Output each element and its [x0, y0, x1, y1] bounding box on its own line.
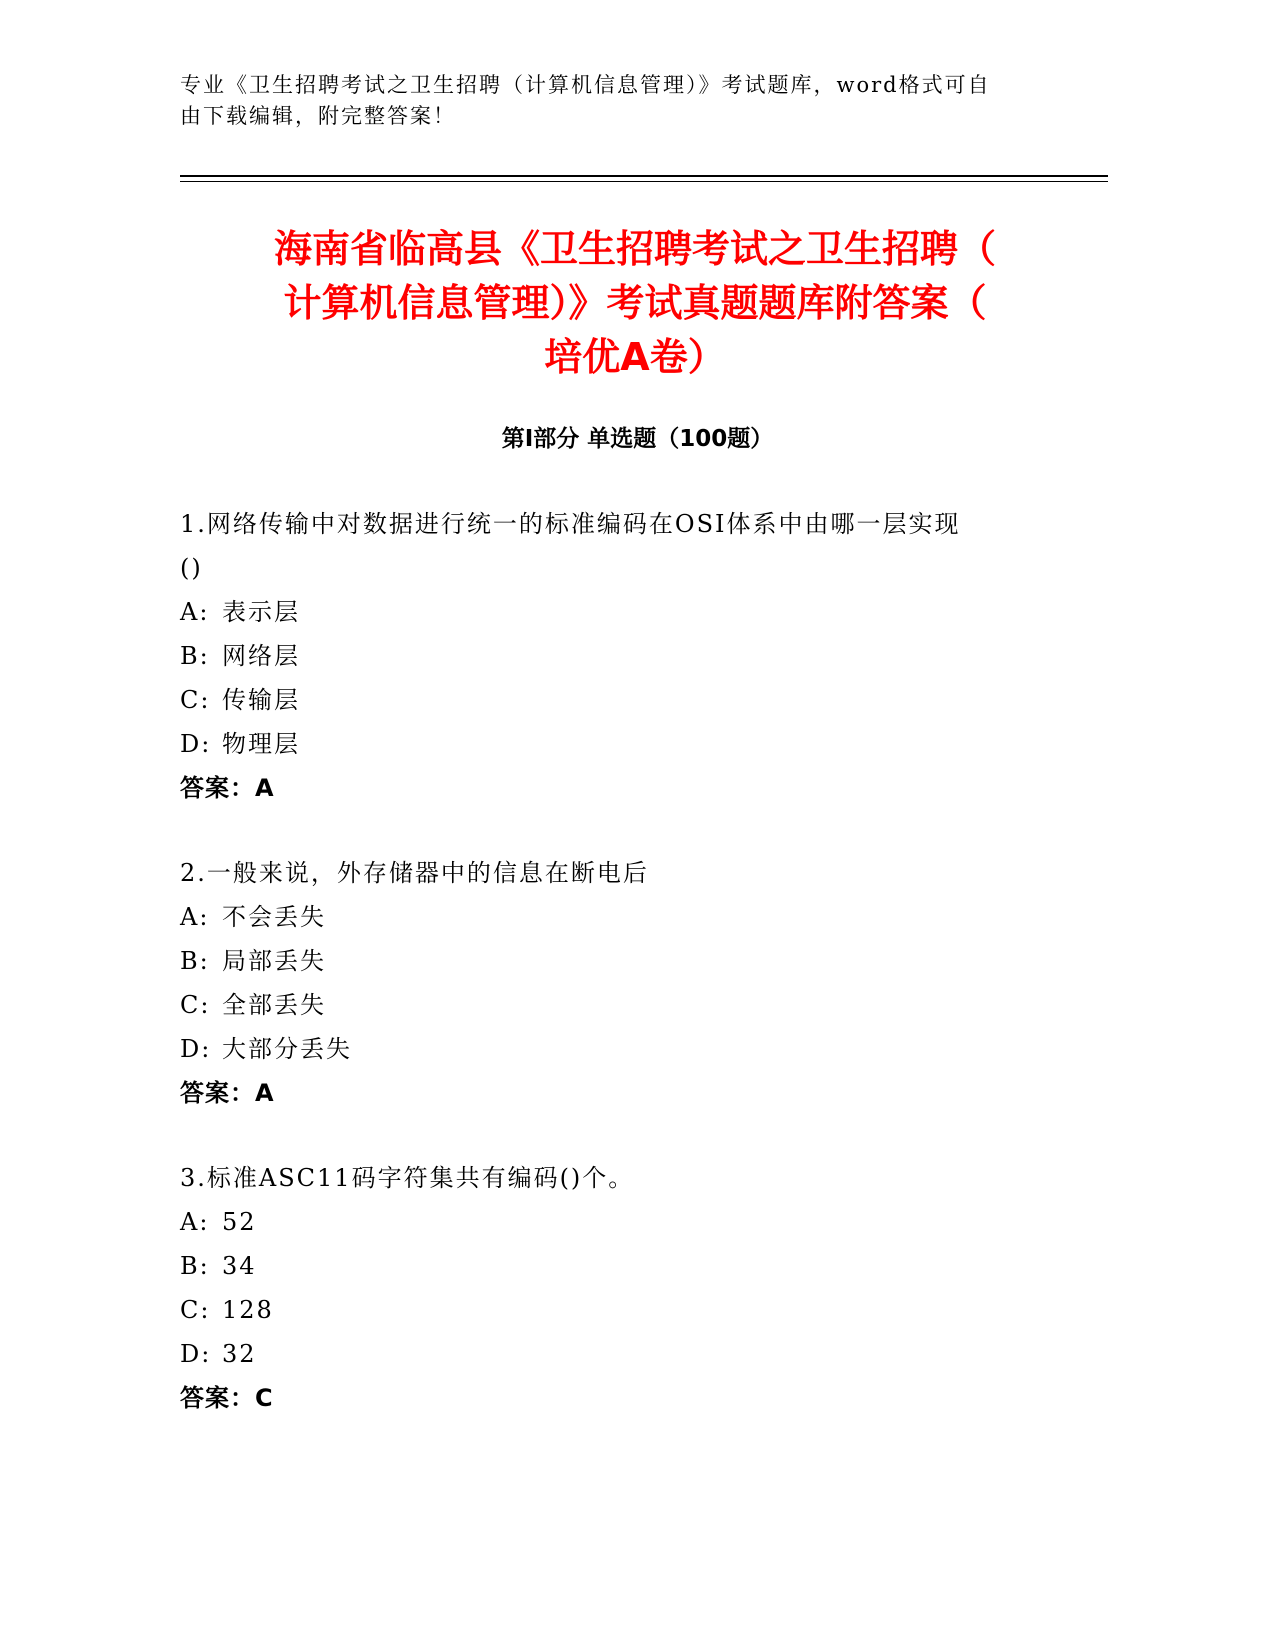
option-text: 52 [222, 1208, 257, 1236]
option-letter: A: [180, 1208, 210, 1236]
option-letter: A: [180, 903, 210, 931]
header-note-line-1: 专业《卫生招聘考试之卫生招聘（计算机信息管理）》考试题库，word格式可自 [180, 73, 991, 97]
option-letter: B: [180, 1252, 210, 1280]
question-stem: 1.网络传输中对数据进行统一的标准编码在OSI体系中由哪一层实现 [180, 510, 961, 538]
option-a [180, 895, 1060, 939]
option-d [180, 1027, 1060, 1071]
section-heading: 第I部分 单选题（100题） [501, 426, 774, 452]
option-text: 大部分丢失 [222, 1035, 352, 1063]
option-c [180, 983, 1060, 1027]
option-letter: C: [180, 991, 211, 1019]
question-3 [180, 1156, 1060, 1420]
option-text: 32 [222, 1340, 257, 1368]
question-1 [180, 502, 1060, 810]
question-stem: 3.标准ASC11码字符集共有编码()个。 [180, 1164, 635, 1192]
option-d [180, 1332, 1060, 1376]
option-letter: D: [180, 1035, 212, 1063]
option-text: 物理层 [222, 730, 300, 758]
option-text: 128 [222, 1296, 274, 1324]
header-rule-thin [180, 181, 1108, 182]
option-text: 表示层 [222, 598, 300, 626]
option-text: 传输层 [222, 686, 300, 714]
title-line-1: 海南省临高县《卫生招聘考试之卫生招聘（ [273, 227, 996, 271]
option-text: 34 [222, 1252, 257, 1280]
option-c [180, 1288, 1060, 1332]
question-2 [180, 851, 1060, 1115]
answer-line: 答案：A [180, 1079, 275, 1107]
question-stem-continued: () [180, 554, 203, 582]
option-letter: D: [180, 1340, 212, 1368]
option-text: 网络层 [222, 642, 300, 670]
header-rule-thick [180, 175, 1108, 177]
option-letter: A: [180, 598, 210, 626]
option-d [180, 722, 1060, 766]
option-letter: B: [180, 947, 210, 975]
option-letter: C: [180, 1296, 211, 1324]
option-letter: C: [180, 686, 211, 714]
document-title [180, 222, 1090, 384]
option-letter: B: [180, 642, 210, 670]
title-line-3: 培优A卷） [544, 335, 726, 379]
title-line-2: 计算机信息管理）》考试真题题库附答案（ [283, 281, 987, 325]
option-c [180, 678, 1060, 722]
option-text: 不会丢失 [222, 903, 326, 931]
option-text: 全部丢失 [222, 991, 326, 1019]
option-b [180, 634, 1060, 678]
answer-line: 答案：A [180, 774, 275, 802]
header-note-line-2: 由下载编辑，附完整答案！ [180, 104, 456, 128]
option-a [180, 590, 1060, 634]
option-b [180, 939, 1060, 983]
option-b [180, 1244, 1060, 1288]
option-letter: D: [180, 730, 212, 758]
header-note [180, 70, 1040, 132]
option-a [180, 1200, 1060, 1244]
question-stem: 2.一般来说，外存储器中的信息在断电后 [180, 859, 649, 887]
option-text: 局部丢失 [222, 947, 326, 975]
answer-line: 答案：C [180, 1384, 274, 1412]
